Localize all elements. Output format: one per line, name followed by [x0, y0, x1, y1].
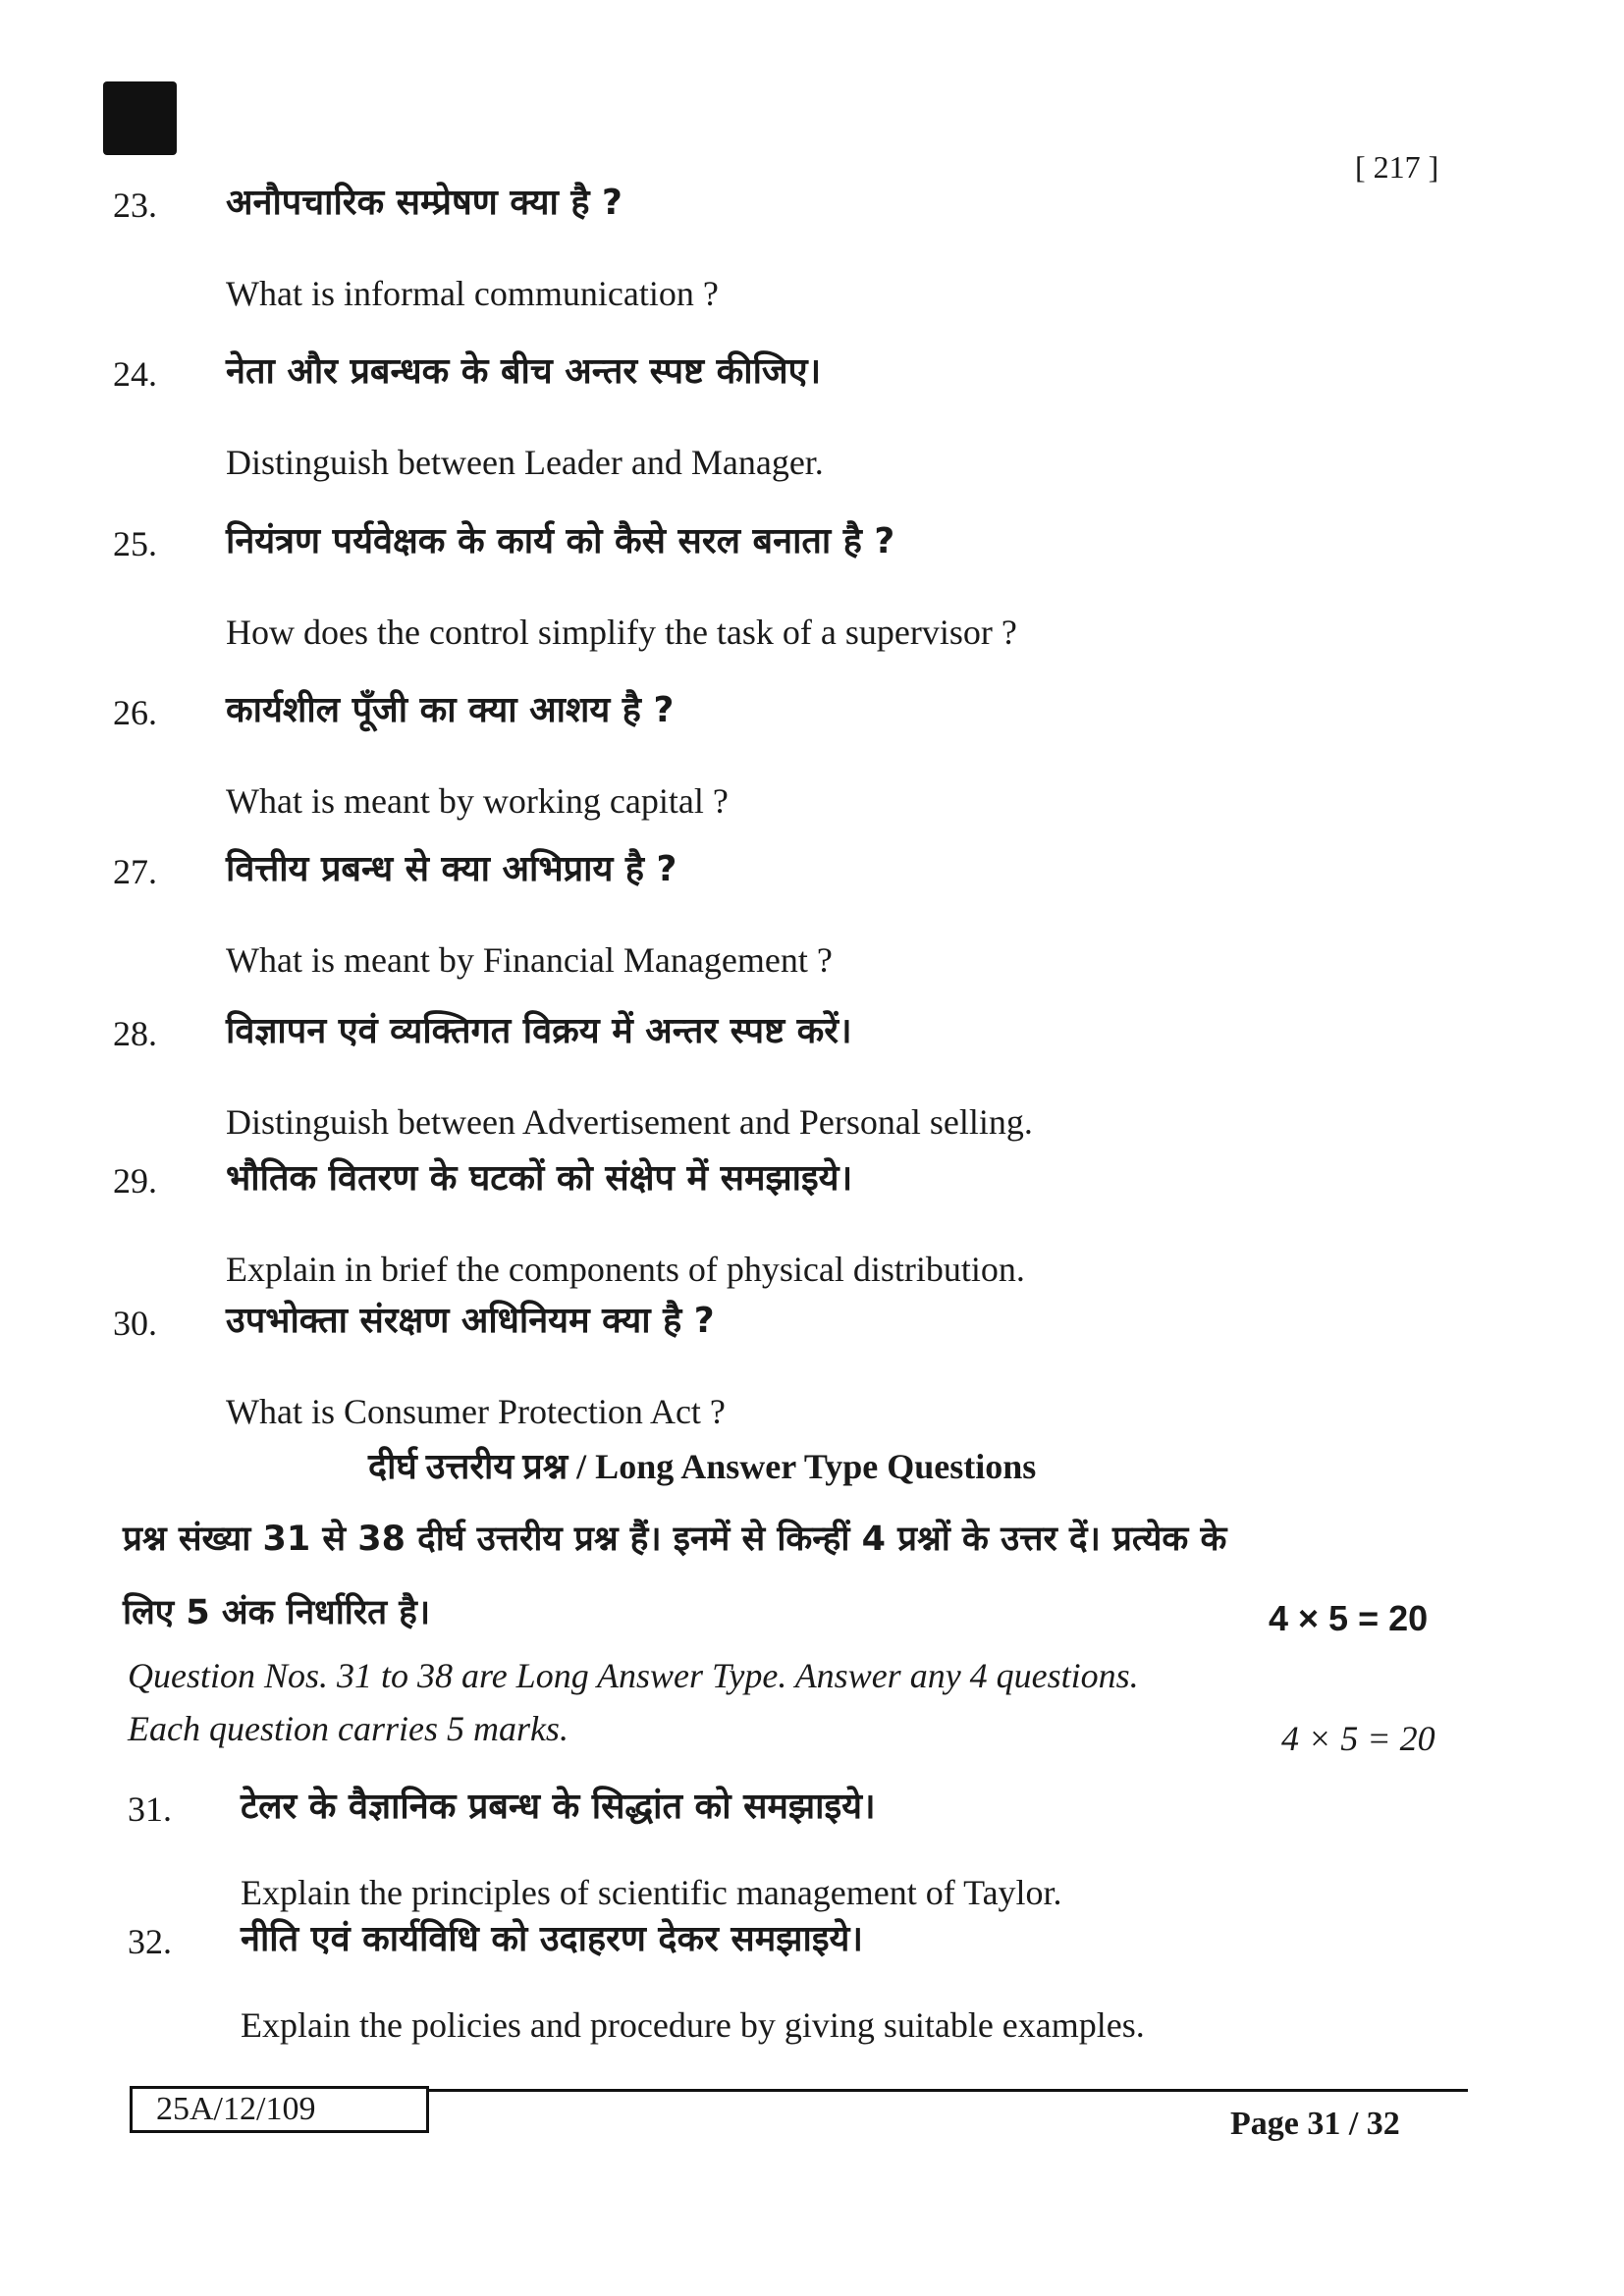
english-marks: 4 × 5 = 20: [1281, 1719, 1435, 1758]
question-english: What is meant by Financial Management ?: [226, 940, 833, 980]
english-instruction-line-2: Each question carries 5 marks.: [128, 1709, 568, 1748]
hindi-instruction-line-1: प्रश्न संख्या 31 से 38 दीर्घ उत्तरीय प्रश्न हैं। इनमें से किन्हीं 4 प्रश्नों के उत्तर दें। प्रत्येक के: [123, 1520, 1227, 1559]
hindi-instruction-line-2: लिए 5 अंक निर्धारित है।: [123, 1593, 431, 1632]
question-number: 24.: [113, 354, 157, 394]
question-number: 28.: [113, 1014, 157, 1053]
question-english: How does the control simplify the task of a supervisor ?: [226, 613, 1017, 652]
page-number: Page 31 / 32: [1230, 2106, 1400, 2142]
question-number: 31.: [128, 1789, 172, 1829]
question-english: What is meant by working capital ?: [226, 781, 729, 821]
question-english: Explain the policies and procedure by giving suitable examples.: [241, 2005, 1145, 2045]
question-english: Explain the principles of scientific management of Taylor.: [241, 1873, 1062, 1912]
question-hindi: उपभोक्ता संरक्षण अधिनियम क्या है ?: [226, 1301, 715, 1341]
page-code: [ 217 ]: [1355, 149, 1439, 185]
section-heading: दीर्घ उत्तरीय प्रश्न / Long Answer Type Questions: [368, 1447, 1037, 1486]
question-hindi: टेलर के वैज्ञानिक प्रबन्ध के सिद्धांत को समझाइये।: [241, 1787, 876, 1827]
question-number: 26.: [113, 693, 157, 732]
question-number: 27.: [113, 852, 157, 891]
question-hindi: कार्यशील पूँजी का क्या आशय है ?: [226, 690, 675, 730]
question-english: Distinguish between Advertisement and Personal selling.: [226, 1102, 1033, 1142]
question-hindi: नियंत्रण पर्यवेक्षक के कार्य को कैसे सरल बनाता है ?: [226, 521, 895, 561]
paper-code: 25A/12/109: [130, 2086, 429, 2133]
question-number: 30.: [113, 1304, 157, 1343]
hindi-marks: 4 × 5 = 20: [1269, 1598, 1429, 1638]
question-english: Explain in brief the components of physical distribution.: [226, 1250, 1025, 1289]
question-number: 23.: [113, 186, 157, 225]
question-number: 29.: [113, 1161, 157, 1201]
question-english: What is Consumer Protection Act ?: [226, 1392, 726, 1431]
footer-rule: [429, 2089, 1468, 2092]
question-hindi: भौतिक वितरण के घटकों को संक्षेप में समझाइये।: [226, 1158, 853, 1199]
question-hindi: वित्तीय प्रबन्ध से क्या अभिप्राय है ?: [226, 849, 677, 889]
question-hindi: अनौपचारिक सम्प्रेषण क्या है ?: [226, 183, 623, 223]
question-number: 25.: [113, 524, 157, 563]
question-number: 32.: [128, 1922, 172, 1961]
question-english: What is informal communication ?: [226, 274, 719, 313]
question-hindi: नीति एवं कार्यविधि को उदाहरण देकर समझाइये।: [241, 1919, 864, 1959]
question-hindi: नेता और प्रबन्धक के बीच अन्तर स्पष्ट कीजिए।: [226, 351, 822, 392]
question-hindi: विज्ञापन एवं व्यक्तिगत विक्रय में अन्तर स्पष्ट करें।: [226, 1011, 852, 1051]
binding-tab-mark: [103, 81, 177, 155]
english-instruction-line-1: Question Nos. 31 to 38 are Long Answer Type. Answer any 4 questions.: [128, 1656, 1139, 1695]
question-english: Distinguish between Leader and Manager.: [226, 443, 824, 482]
